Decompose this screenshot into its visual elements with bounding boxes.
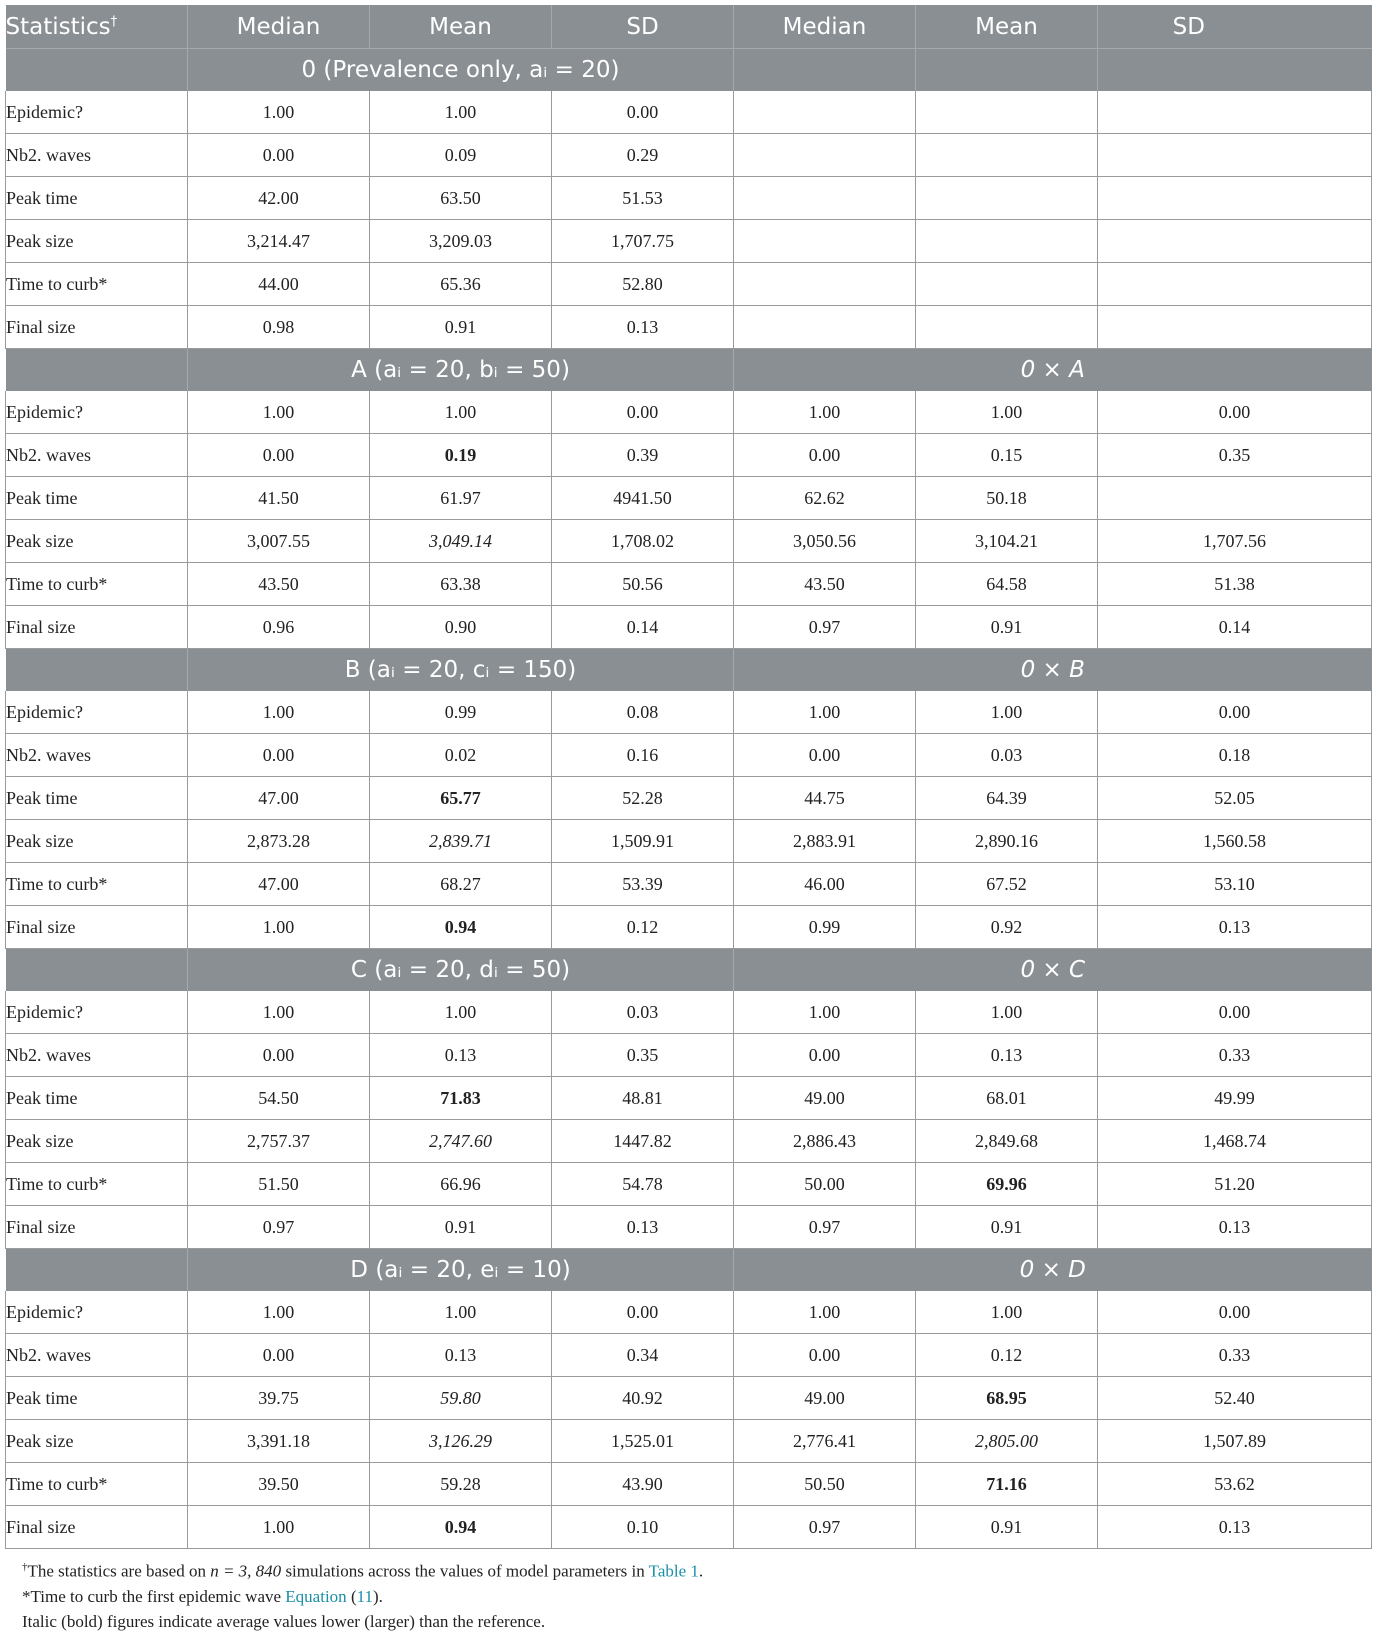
table-cell: 43.50	[734, 563, 916, 606]
row-statistic-label: Final size	[6, 1206, 188, 1249]
table-row	[6, 1034, 1372, 1077]
table-row	[6, 863, 1372, 906]
table-cell: 0.00	[1098, 391, 1372, 434]
table-row	[6, 1163, 1372, 1206]
table-cell: 3,104.21	[916, 520, 1098, 563]
row-statistic-label: Peak time	[6, 777, 188, 820]
table-cell: 2,757.37	[188, 1120, 370, 1163]
table-cell: 1.00	[734, 991, 916, 1034]
table-row	[6, 1120, 1372, 1163]
table-1-link[interactable]: Table 1	[648, 1561, 699, 1581]
footnote-text: (	[346, 1586, 357, 1606]
footnotes	[22, 1555, 1352, 1634]
row-statistic-label: Time to curb*	[6, 563, 188, 606]
dagger-mark: †	[110, 13, 118, 29]
table-cell: 0.91	[916, 606, 1098, 649]
row-statistic-label: Peak size	[6, 1420, 188, 1463]
row-statistic-label: Epidemic?	[6, 91, 188, 134]
table-cell: 53.10	[1098, 863, 1372, 906]
table-cell: 40.92	[552, 1377, 734, 1420]
table-cell: 1,507.89	[1098, 1420, 1372, 1463]
table-cell: 0.00	[188, 1034, 370, 1077]
table-cell: 0.13	[370, 1034, 552, 1077]
row-statistic-label: Final size	[6, 906, 188, 949]
table-cell: 2,890.16	[916, 820, 1098, 863]
table-cell: 1.00	[734, 1291, 916, 1334]
group-label-left: B (aᵢ = 20, cᵢ = 150)	[188, 649, 734, 692]
table-cell: 0.13	[370, 1334, 552, 1377]
table-cell: 3,391.18	[188, 1420, 370, 1463]
row-statistic-label: Epidemic?	[6, 991, 188, 1034]
row-statistic-label: Final size	[6, 306, 188, 349]
table-cell: 0.00	[552, 391, 734, 434]
group-header-row	[6, 1249, 1372, 1292]
table-cell	[916, 306, 1098, 349]
table-cell: 0.97	[734, 606, 916, 649]
table-cell: 0.94	[370, 906, 552, 949]
table-cell: 41.50	[188, 477, 370, 520]
table-cell: 52.80	[552, 263, 734, 306]
table-cell: 2,886.43	[734, 1120, 916, 1163]
row-statistic-label: Nb2. waves	[6, 1034, 188, 1077]
table-row	[6, 91, 1372, 134]
table-cell: 1.00	[188, 1506, 370, 1549]
table-cell: 51.38	[1098, 563, 1372, 606]
table-cell	[734, 91, 916, 134]
table-cell: 50.56	[552, 563, 734, 606]
table-cell: 53.62	[1098, 1463, 1372, 1506]
row-statistic-label: Peak size	[6, 220, 188, 263]
footnote-text: simulations across the values of model parameters in	[281, 1561, 649, 1581]
group-header-empty	[1098, 49, 1372, 92]
table-cell: 2,776.41	[734, 1420, 916, 1463]
table-row	[6, 1077, 1372, 1120]
table-row	[6, 1206, 1372, 1249]
table-cell	[734, 306, 916, 349]
table-cell: 63.50	[370, 177, 552, 220]
table-cell: 1.00	[916, 991, 1098, 1034]
table-cell: 43.90	[552, 1463, 734, 1506]
table-cell: 51.20	[1098, 1163, 1372, 1206]
table-cell: 0.94	[370, 1506, 552, 1549]
table-cell: 64.58	[916, 563, 1098, 606]
row-statistic-label: Nb2. waves	[6, 434, 188, 477]
row-statistic-label: Time to curb*	[6, 863, 188, 906]
table-cell: 47.00	[188, 863, 370, 906]
footnote-n: n = 3, 840	[210, 1561, 282, 1581]
table-cell: 43.50	[188, 563, 370, 606]
table-row	[6, 820, 1372, 863]
table-row	[6, 991, 1372, 1034]
table-row	[6, 1506, 1372, 1549]
table-cell: 0.03	[552, 991, 734, 1034]
group-header-empty	[734, 49, 916, 92]
table-row	[6, 477, 1372, 520]
table-cell: 1.00	[370, 1291, 552, 1334]
table-cell: 68.95	[916, 1377, 1098, 1420]
table-cell: 44.00	[188, 263, 370, 306]
table-cell: 3,214.47	[188, 220, 370, 263]
footnote-time-to-curb	[22, 1584, 1352, 1609]
table-cell: 0.10	[552, 1506, 734, 1549]
table-cell: 0.97	[188, 1206, 370, 1249]
table-cell	[916, 177, 1098, 220]
table-cell: 66.96	[370, 1163, 552, 1206]
table-cell: 1.00	[734, 691, 916, 734]
table-cell: 0.00	[1098, 1291, 1372, 1334]
table-cell: 1,525.01	[552, 1420, 734, 1463]
row-statistic-label: Time to curb*	[6, 1463, 188, 1506]
table-cell: 0.13	[552, 1206, 734, 1249]
table-cell: 64.39	[916, 777, 1098, 820]
row-statistic-label: Time to curb*	[6, 263, 188, 306]
table-cell: 1.00	[188, 691, 370, 734]
table-cell: 2,839.71	[370, 820, 552, 863]
table-cell: 61.97	[370, 477, 552, 520]
table-cell: 0.13	[552, 306, 734, 349]
table-cell: 68.01	[916, 1077, 1098, 1120]
table-cell: 0.39	[552, 434, 734, 477]
table-cell: 1.00	[916, 691, 1098, 734]
table-cell: 50.50	[734, 1463, 916, 1506]
table-cell: 0.91	[916, 1206, 1098, 1249]
table-cell: 1.00	[188, 991, 370, 1034]
table-row	[6, 177, 1372, 220]
header-median: Median	[734, 5, 916, 49]
table-cell: 0.12	[552, 906, 734, 949]
table-row	[6, 563, 1372, 606]
table-cell: 0.09	[370, 134, 552, 177]
row-statistic-label: Time to curb*	[6, 1163, 188, 1206]
group-label-left: D (aᵢ = 20, eᵢ = 10)	[188, 1249, 734, 1292]
statistics-table	[5, 5, 1372, 1549]
table-cell	[1098, 477, 1372, 520]
table-cell: 1.00	[916, 1291, 1098, 1334]
table-cell: 49.00	[734, 1377, 916, 1420]
table-cell: 0.12	[916, 1334, 1098, 1377]
table-row	[6, 1377, 1372, 1420]
table-cell: 0.91	[916, 1506, 1098, 1549]
table-cell: 0.35	[1098, 434, 1372, 477]
footnote-text: ).	[372, 1586, 383, 1606]
footnote-text: *Time to curb the first epidemic wave	[22, 1586, 286, 1606]
table-row	[6, 1463, 1372, 1506]
table-cell: 59.28	[370, 1463, 552, 1506]
table-cell: 1.00	[734, 391, 916, 434]
table-cell: 0.99	[370, 691, 552, 734]
row-statistic-label: Peak time	[6, 1077, 188, 1120]
group-label-right: 0 × A	[734, 349, 1372, 392]
group-header-blank	[6, 349, 188, 392]
table-cell: 50.00	[734, 1163, 916, 1206]
row-statistic-label: Final size	[6, 606, 188, 649]
equation-11-link[interactable]: 11	[356, 1586, 373, 1606]
table-cell: 0.33	[1098, 1034, 1372, 1077]
group-header-row	[6, 949, 1372, 992]
row-statistic-label: Epidemic?	[6, 1291, 188, 1334]
table-cell: 0.00	[734, 434, 916, 477]
table-cell: 0.00	[188, 134, 370, 177]
footnote-italic-bold: Italic (bold) figures indicate average values lower (larger) than the reference.	[22, 1611, 546, 1631]
table-cell: 0.00	[734, 1034, 916, 1077]
table-cell: 0.00	[552, 91, 734, 134]
table-cell: 0.33	[1098, 1334, 1372, 1377]
table-cell: 1.00	[370, 991, 552, 1034]
table-cell: 0.98	[188, 306, 370, 349]
row-statistic-label: Nb2. waves	[6, 734, 188, 777]
table-cell: 0.03	[916, 734, 1098, 777]
table-cell: 0.16	[552, 734, 734, 777]
table-cell: 44.75	[734, 777, 916, 820]
table-row	[6, 734, 1372, 777]
header-sd: SD	[1098, 5, 1372, 49]
table-cell	[916, 134, 1098, 177]
table-cell: 0.35	[552, 1034, 734, 1077]
table-cell: 1447.82	[552, 1120, 734, 1163]
table-cell	[916, 91, 1098, 134]
row-statistic-label: Peak size	[6, 520, 188, 563]
table-cell: 59.80	[370, 1377, 552, 1420]
table-cell: 62.62	[734, 477, 916, 520]
table-row	[6, 906, 1372, 949]
table-row	[6, 391, 1372, 434]
group-label-right: 0 × B	[734, 649, 1372, 692]
table-cell: 54.78	[552, 1163, 734, 1206]
table-row	[6, 606, 1372, 649]
table-row	[6, 1420, 1372, 1463]
table-cell: 0.18	[1098, 734, 1372, 777]
table-cell: 46.00	[734, 863, 916, 906]
table-row	[6, 306, 1372, 349]
table-cell: 1,468.74	[1098, 1120, 1372, 1163]
table-cell: 0.34	[552, 1334, 734, 1377]
table-cell: 2,873.28	[188, 820, 370, 863]
table-cell	[916, 263, 1098, 306]
table-body	[6, 49, 1372, 1549]
table-cell: 3,007.55	[188, 520, 370, 563]
table-cell: 1.00	[916, 391, 1098, 434]
row-statistic-label: Nb2. waves	[6, 134, 188, 177]
table-cell: 53.39	[552, 863, 734, 906]
table-cell: 71.83	[370, 1077, 552, 1120]
group-header-blank	[6, 949, 188, 992]
table-cell	[1098, 263, 1372, 306]
header-median: Median	[188, 5, 370, 49]
table-cell: 1,707.75	[552, 220, 734, 263]
equation-link[interactable]: Equation	[285, 1586, 347, 1606]
group-header-empty	[916, 49, 1098, 92]
table-cell: 0.00	[188, 734, 370, 777]
table-cell: 51.50	[188, 1163, 370, 1206]
row-statistic-label: Peak size	[6, 820, 188, 863]
table-cell: 0.00	[188, 1334, 370, 1377]
table-row	[6, 263, 1372, 306]
footnote-simulations	[22, 1555, 1352, 1584]
table-cell: 68.27	[370, 863, 552, 906]
table-cell: 0.00	[1098, 691, 1372, 734]
table-cell: 54.50	[188, 1077, 370, 1120]
row-statistic-label: Peak size	[6, 1120, 188, 1163]
table-cell	[1098, 306, 1372, 349]
table-cell: 1.00	[188, 91, 370, 134]
table-cell: 50.18	[916, 477, 1098, 520]
table-cell: 1.00	[370, 391, 552, 434]
header-mean: Mean	[370, 5, 552, 49]
table-cell: 3,050.56	[734, 520, 916, 563]
table-cell: 52.40	[1098, 1377, 1372, 1420]
table-cell: 0.13	[916, 1034, 1098, 1077]
row-statistic-label: Final size	[6, 1506, 188, 1549]
table-cell: 63.38	[370, 563, 552, 606]
table-cell	[734, 134, 916, 177]
table-cell: 2,805.00	[916, 1420, 1098, 1463]
table-cell: 49.00	[734, 1077, 916, 1120]
table-cell: 0.19	[370, 434, 552, 477]
group-label-right: 0 × C	[734, 949, 1372, 992]
table-cell: 1,560.58	[1098, 820, 1372, 863]
row-statistic-label: Epidemic?	[6, 691, 188, 734]
table-cell: 0.97	[734, 1206, 916, 1249]
table-cell: 65.36	[370, 263, 552, 306]
group-header-row	[6, 49, 1372, 92]
table-cell	[734, 220, 916, 263]
table-cell: 1.00	[188, 906, 370, 949]
row-statistic-label: Peak time	[6, 477, 188, 520]
row-statistic-label: Nb2. waves	[6, 1334, 188, 1377]
group-header-blank	[6, 649, 188, 692]
table-cell: 0.13	[1098, 906, 1372, 949]
table-cell: 0.00	[188, 434, 370, 477]
row-statistic-label: Peak time	[6, 1377, 188, 1420]
table-row	[6, 434, 1372, 477]
table-cell: 1,509.91	[552, 820, 734, 863]
table-cell: 71.16	[916, 1463, 1098, 1506]
table-cell	[734, 177, 916, 220]
table-cell	[916, 220, 1098, 263]
table-cell: 0.99	[734, 906, 916, 949]
table-row	[6, 777, 1372, 820]
table-cell	[1098, 134, 1372, 177]
group-label-right: 0 × D	[734, 1249, 1372, 1292]
table-cell: 1.00	[370, 91, 552, 134]
table-cell: 2,849.68	[916, 1120, 1098, 1163]
table-cell: 51.53	[552, 177, 734, 220]
table-cell: 2,747.60	[370, 1120, 552, 1163]
table-row	[6, 691, 1372, 734]
footnote-text: The statistics are based on	[27, 1561, 211, 1581]
table-cell	[1098, 177, 1372, 220]
group-label-left: 0 (Prevalence only, aᵢ = 20)	[188, 49, 734, 92]
row-statistic-label: Peak time	[6, 177, 188, 220]
header-mean: Mean	[916, 5, 1098, 49]
column-header-row	[6, 5, 1372, 49]
table-cell	[734, 263, 916, 306]
table-cell: 52.05	[1098, 777, 1372, 820]
table-cell: 0.00	[734, 734, 916, 777]
table-cell: 3,209.03	[370, 220, 552, 263]
table-row	[6, 520, 1372, 563]
table-cell: 1.00	[188, 391, 370, 434]
table-cell: 49.99	[1098, 1077, 1372, 1120]
table-row	[6, 1291, 1372, 1334]
table-cell: 48.81	[552, 1077, 734, 1120]
table-cell: 0.14	[552, 606, 734, 649]
table-cell: 0.02	[370, 734, 552, 777]
table-cell: 65.77	[370, 777, 552, 820]
table-cell: 0.91	[370, 306, 552, 349]
table-cell: 0.13	[1098, 1506, 1372, 1549]
table-cell: 3,126.29	[370, 1420, 552, 1463]
footnote-text: .	[698, 1561, 704, 1581]
group-header-blank	[6, 49, 188, 92]
table-cell: 0.96	[188, 606, 370, 649]
group-label-left: A (aᵢ = 20, bᵢ = 50)	[188, 349, 734, 392]
group-header-row	[6, 649, 1372, 692]
table-cell: 39.50	[188, 1463, 370, 1506]
table-cell: 0.00	[734, 1334, 916, 1377]
table-cell: 3,049.14	[370, 520, 552, 563]
header-statistics	[6, 5, 188, 49]
table-cell: 0.08	[552, 691, 734, 734]
table-cell: 69.96	[916, 1163, 1098, 1206]
table-cell: 1.00	[188, 1291, 370, 1334]
table-row	[6, 220, 1372, 263]
table-cell: 0.29	[552, 134, 734, 177]
table-cell: 0.90	[370, 606, 552, 649]
table-cell: 2,883.91	[734, 820, 916, 863]
table-cell	[1098, 91, 1372, 134]
table-cell: 42.00	[188, 177, 370, 220]
group-header-blank	[6, 1249, 188, 1292]
row-statistic-label: Epidemic?	[6, 391, 188, 434]
table-cell	[1098, 220, 1372, 263]
table-cell: 52.28	[552, 777, 734, 820]
header-sd: SD	[552, 5, 734, 49]
group-header-row	[6, 349, 1372, 392]
table-cell: 4941.50	[552, 477, 734, 520]
table-row	[6, 1334, 1372, 1377]
table-cell: 0.91	[370, 1206, 552, 1249]
table-cell: 47.00	[188, 777, 370, 820]
table-cell: 0.14	[1098, 606, 1372, 649]
table-cell: 67.52	[916, 863, 1098, 906]
table-cell: 0.97	[734, 1506, 916, 1549]
table-cell: 39.75	[188, 1377, 370, 1420]
table-cell: 0.13	[1098, 1206, 1372, 1249]
table-cell: 0.00	[552, 1291, 734, 1334]
table-cell: 1,707.56	[1098, 520, 1372, 563]
header-statistics-label: Statistics	[5, 13, 111, 40]
table-cell: 0.00	[1098, 991, 1372, 1034]
footnote-dagger: †	[22, 1561, 28, 1573]
table-cell: 0.15	[916, 434, 1098, 477]
group-label-left: C (aᵢ = 20, dᵢ = 50)	[188, 949, 734, 992]
table-row	[6, 134, 1372, 177]
table-cell: 1,708.02	[552, 520, 734, 563]
table-cell: 0.92	[916, 906, 1098, 949]
